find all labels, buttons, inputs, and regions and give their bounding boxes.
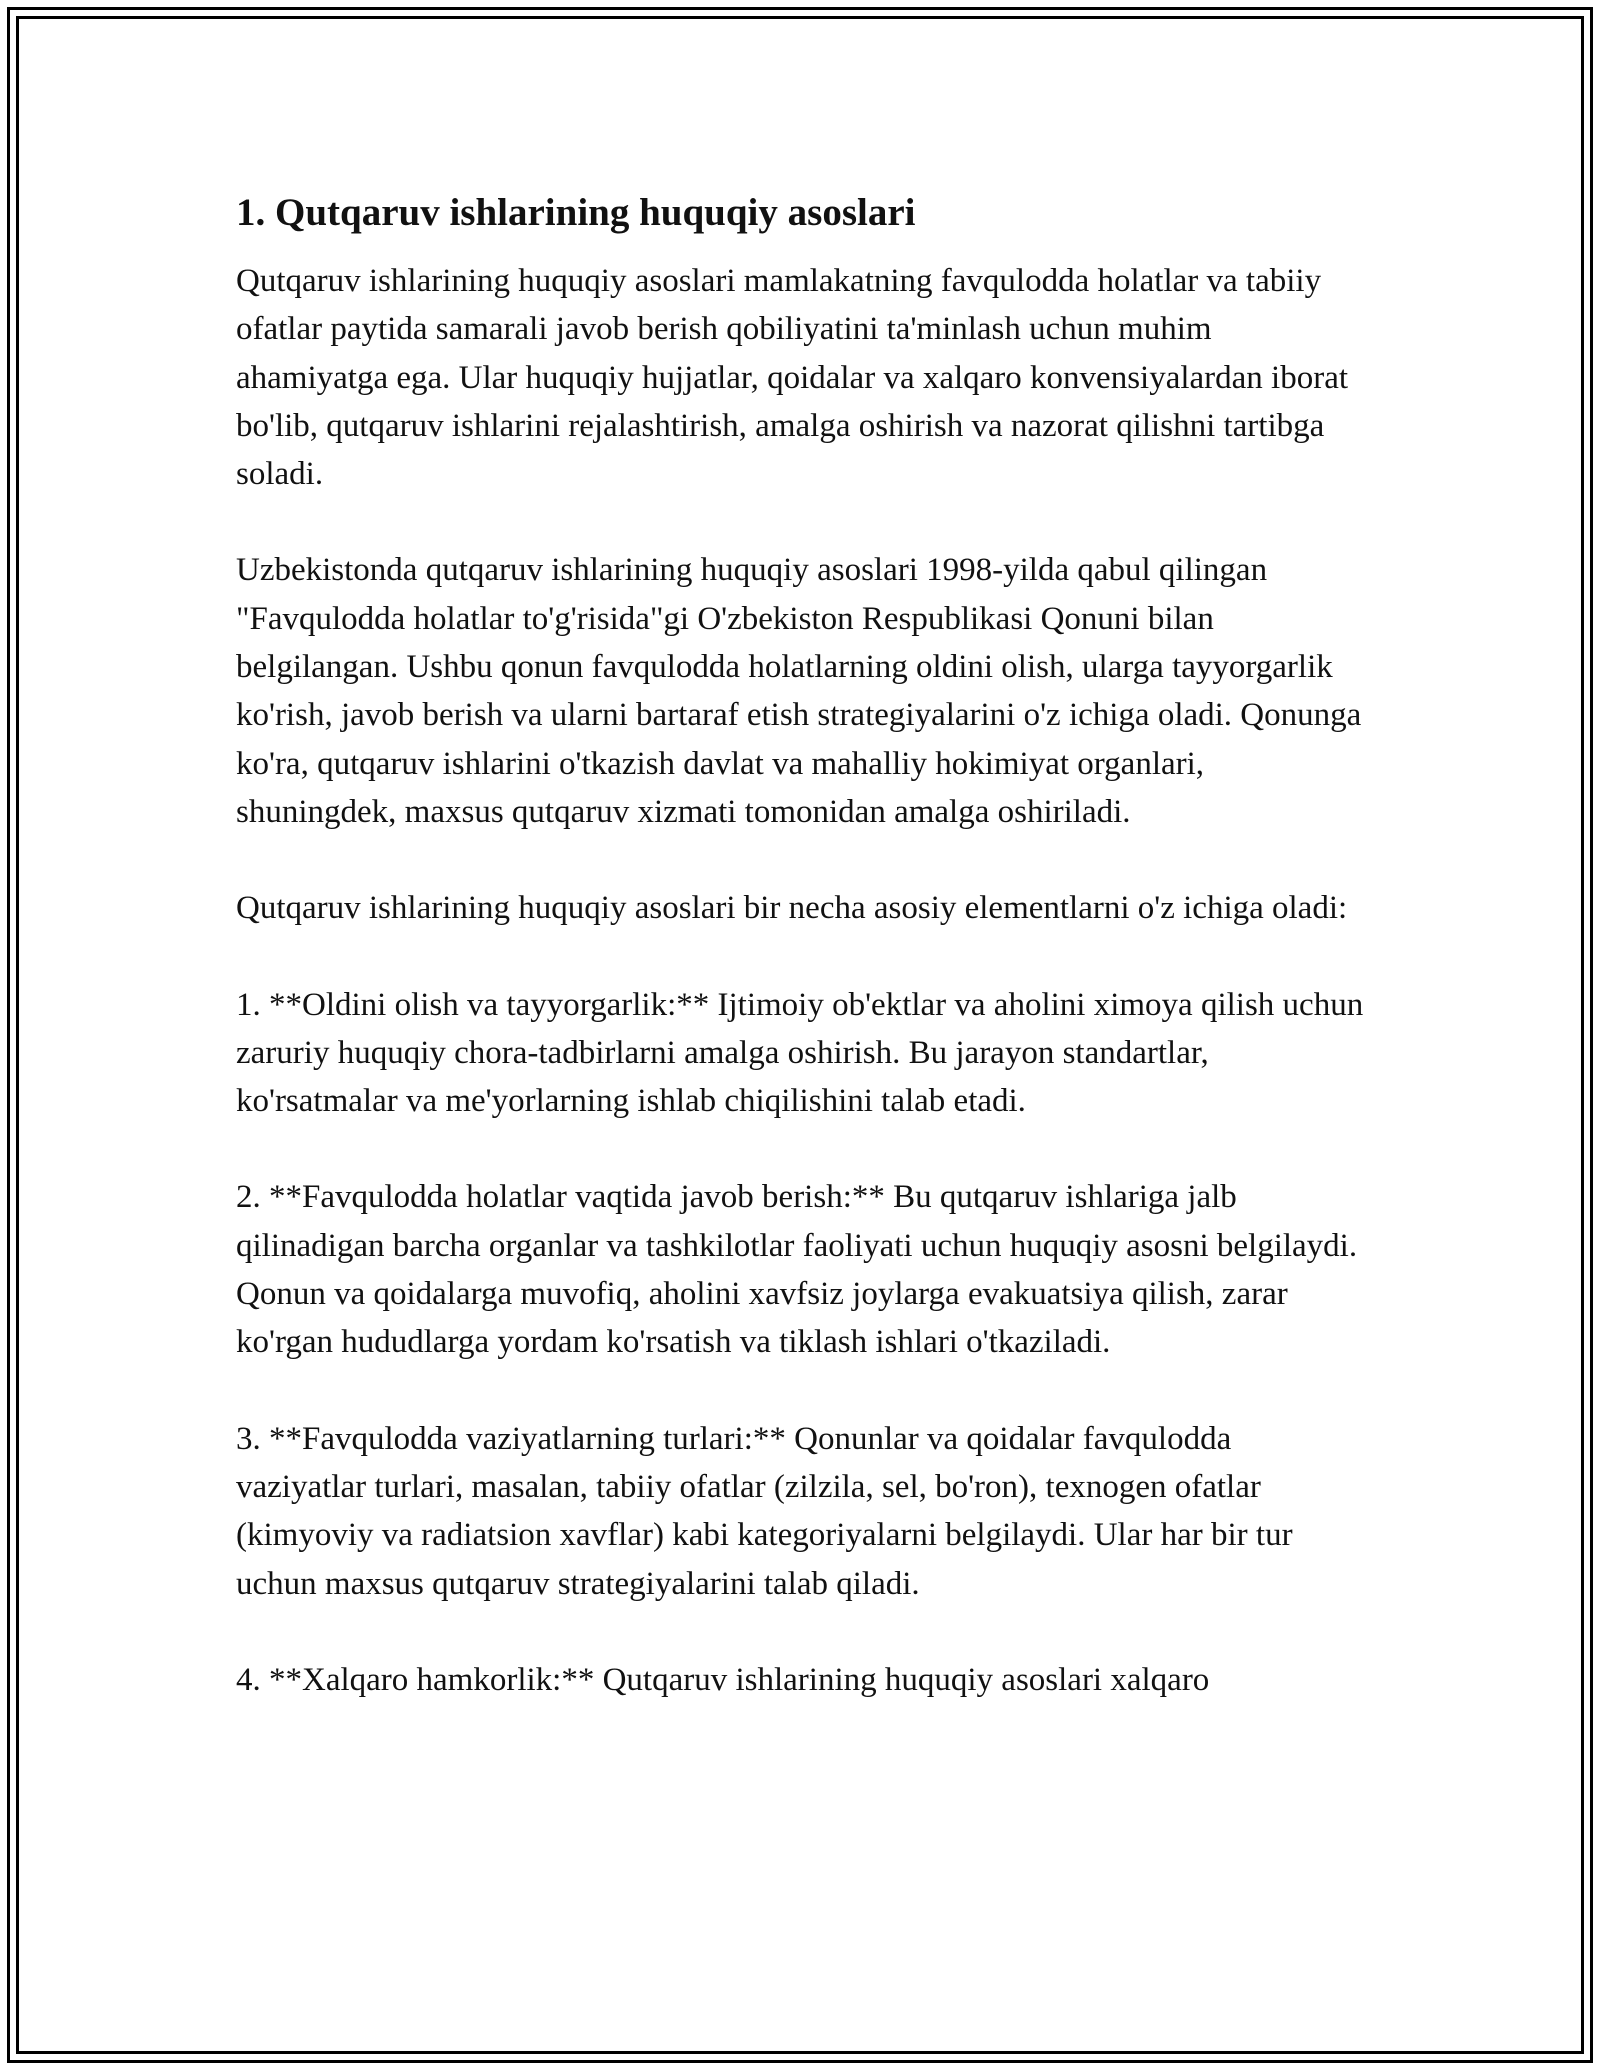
document-body: [236, 188, 1366, 1752]
list-item-international-cooperation: 4. **Xalqaro hamkorlik:** Qutqaruv ishlarining huquqiy asoslari xalqaro: [236, 1661, 1210, 1698]
paragraph-uzbekistan-law: Uzbekistonda qutqaruv ishlarining huquqiy asoslari 1998-yilda qabul qilingan "Favqulodda holatlar to'g'risida"gi O'zbekiston Respublikasi Qonuni bilan belgilangan. Ushbu qonun favqulodda holatlarning oldini olish, ularga tayyorgarlik ko'rish, javob berish va ularni bartaraf etish strategiyalarini o'z ichiga oladi. Qonunga ko'ra, qutqaruv ishlarini o'tkazish davlat va mahalliy hokimiyat organlari, shuningdek, maxsus qutqaruv xizmati tomonidan amalga oshiriladi.: [236, 552, 1362, 830]
paragraph-elements-lead: Qutqaruv ishlarining huquqiy asoslari bir necha asosiy elementlarni o'z ichiga oladi:: [236, 890, 1348, 927]
section-heading: 1. Qutqaruv ishlarining huquqiy asoslari: [236, 191, 916, 234]
list-item-emergency-response: 2. **Favqulodda holatlar vaqtida javob berish:** Bu qutqaruv ishlariga jalb qilinadigan barcha organlar va tashkilotlar faoliyati uchun huquqiy asosni belgilaydi. Qonun va qoidalarga muvofiq, aholini xavfsiz joylarga evakuatsiya qilish, zarar ko'rgan hududlarga yordam ko'rsatish va tiklash ishlari o'tkaziladi.: [236, 1179, 1358, 1361]
list-item-prevention: 1. **Oldini olish va tayyorgarlik:** Ijtimoiy ob'ektlar va aholini ximoya qilish uchun zaruriy huquqiy chora-tadbirlarni amalga oshirish. Bu jarayon standartlar, ko'rsatmalar va me'yorlarning ishlab chiqilishini talab etadi.: [236, 986, 1364, 1120]
paragraph-intro: Qutqaruv ishlarining huquqiy asoslari mamlakatning favqulodda holatlar va tabiiy ofatlar paytida samarali javob berish qobiliyatini ta'minlash uchun muhim ahamiyatga ega. Ular huquqiy hujjatlar, qoidalar va xalqaro konvensiyalardan iborat bo'lib, qutqaruv ishlarini rejalashtirish, amalga oshirish va nazorat qilishni tartibga soladi.: [236, 263, 1349, 493]
list-item-emergency-types: 3. **Favqulodda vaziyatlarning turlari:** Qonunlar va qoidalar favqulodda vaziyatlar turlari, masalan, tabiiy ofatlar (zilzila, sel, bo'ron), texnogen ofatlar (kimyoviy va radiatsion xavflar) kabi kategoriyalarni belgilaydi. Ular har bir tur uchun maxsus qutqaruv strategiyalarini talab qiladi.: [236, 1420, 1293, 1602]
